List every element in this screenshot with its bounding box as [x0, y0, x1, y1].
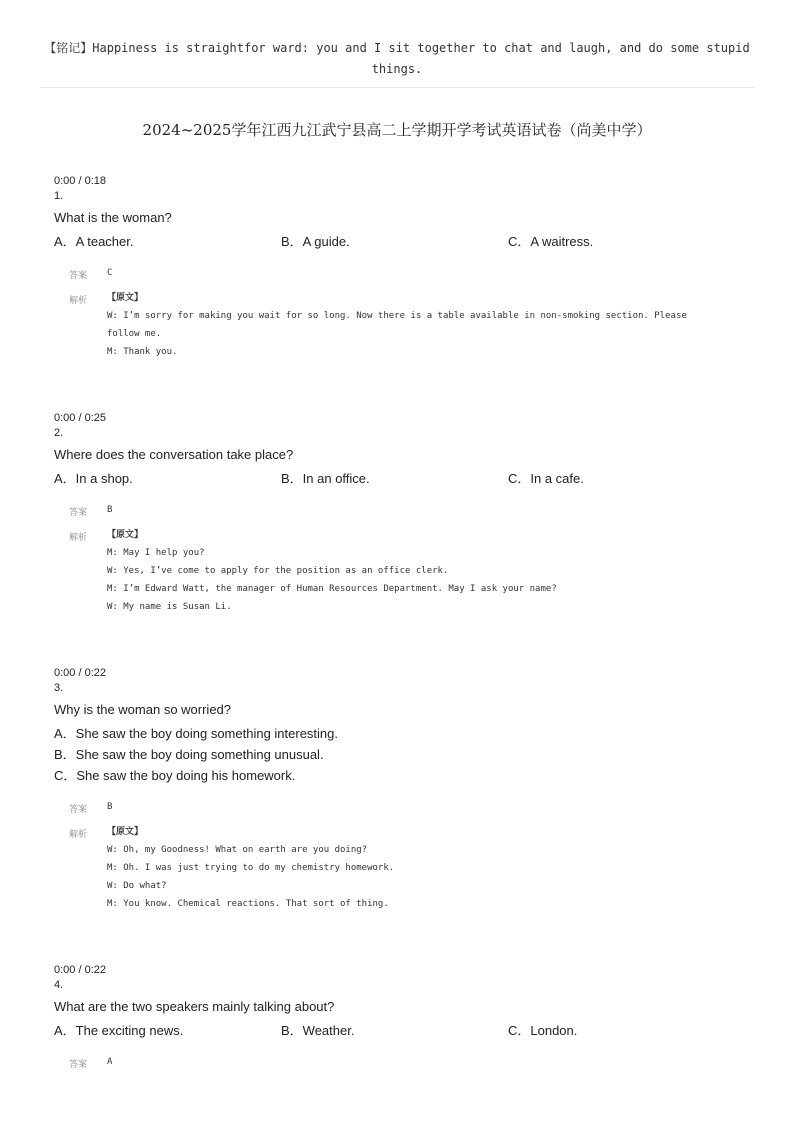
answer-label: 答案	[69, 271, 88, 281]
option-a: A．She saw the boy doing something interesting.	[54, 726, 339, 741]
original-text-heading: 【原文】	[107, 293, 144, 303]
transcript-line: W: Yes, I’ve come to apply for the position as an office clerk.	[107, 566, 449, 576]
answer-value: B	[107, 505, 113, 515]
question-stem: What is the woman?	[54, 210, 172, 225]
question-stem: Where does the conversation take place?	[54, 447, 294, 462]
question-stem: What are the two speakers mainly talking about?	[54, 999, 335, 1014]
audio-player-q1[interactable]: 0:00 / 0:18	[54, 175, 106, 187]
option-a: A．The exciting news.	[54, 1023, 184, 1038]
option-a: A．A teacher.	[54, 234, 134, 249]
answer-label: 答案	[69, 805, 88, 815]
transcript-line: M: You know. Chemical reactions. That sort of thing.	[107, 899, 389, 909]
transcript-line: W: I’m sorry for making you wait for so long. Now there is a table available in non-smoking section. Please follow me.	[107, 311, 687, 339]
option-b: B．In an office.	[281, 471, 370, 486]
option-c: C．A waitress.	[508, 234, 594, 249]
question-number: 3.	[54, 682, 64, 694]
transcript-line: M: I’m Edward Watt, the manager of Human Resources Department. May I ask your name?	[107, 584, 557, 594]
question-stem: Why is the woman so worried?	[54, 702, 232, 717]
original-text-heading: 【原文】	[107, 827, 144, 837]
answer-value: C	[107, 268, 113, 278]
explanation-label: 解析	[69, 830, 88, 840]
question-number: 2.	[54, 427, 64, 439]
audio-player-q2[interactable]: 0:00 / 0:25	[54, 412, 106, 424]
option-b: B．She saw the boy doing something unusual.	[54, 747, 324, 762]
option-b: B．A guide.	[281, 234, 350, 249]
answer-label: 答案	[69, 1060, 88, 1070]
question-number: 4.	[54, 979, 64, 991]
answer-label: 答案	[69, 508, 88, 518]
answer-value: B	[107, 802, 113, 812]
option-c: C．London.	[508, 1023, 578, 1038]
transcript-line: M: May I help you?	[107, 548, 205, 558]
transcript-line: M: Oh. I was just trying to do my chemistry homework.	[107, 863, 395, 873]
explanation-label: 解析	[69, 296, 88, 306]
explanation-body	[107, 823, 717, 913]
page-title: 2024~2025学年江西九江武宁县高二上学期开学考试英语试卷（尚美中学）	[142, 121, 652, 139]
transcript-line: W: Oh, my Goodness! What on earth are you doing?	[107, 845, 368, 855]
option-c: C．She saw the boy doing his homework.	[54, 768, 296, 783]
explanation-label: 解析	[69, 533, 88, 543]
transcript-line: W: My name is Susan Li.	[107, 602, 232, 612]
answer-value: A	[107, 1057, 113, 1067]
header-divider	[40, 87, 754, 88]
transcript-line: W: Do what?	[107, 881, 167, 891]
original-text-heading: 【原文】	[107, 530, 144, 540]
option-a: A．In a shop.	[54, 471, 133, 486]
option-c: C．In a cafe.	[508, 471, 584, 486]
audio-player-q3[interactable]: 0:00 / 0:22	[54, 667, 106, 679]
explanation-body	[107, 526, 717, 616]
question-number: 1.	[54, 190, 64, 202]
option-b: B．Weather.	[281, 1023, 355, 1038]
transcript-line: M: Thank you.	[107, 347, 178, 357]
explanation-body	[107, 289, 717, 361]
page-header-motto: 【铭记】Happiness is straightfor ward: you and I sit together to chat and laugh, and do some stupid things.	[44, 41, 750, 76]
audio-player-q4[interactable]: 0:00 / 0:22	[54, 964, 106, 976]
